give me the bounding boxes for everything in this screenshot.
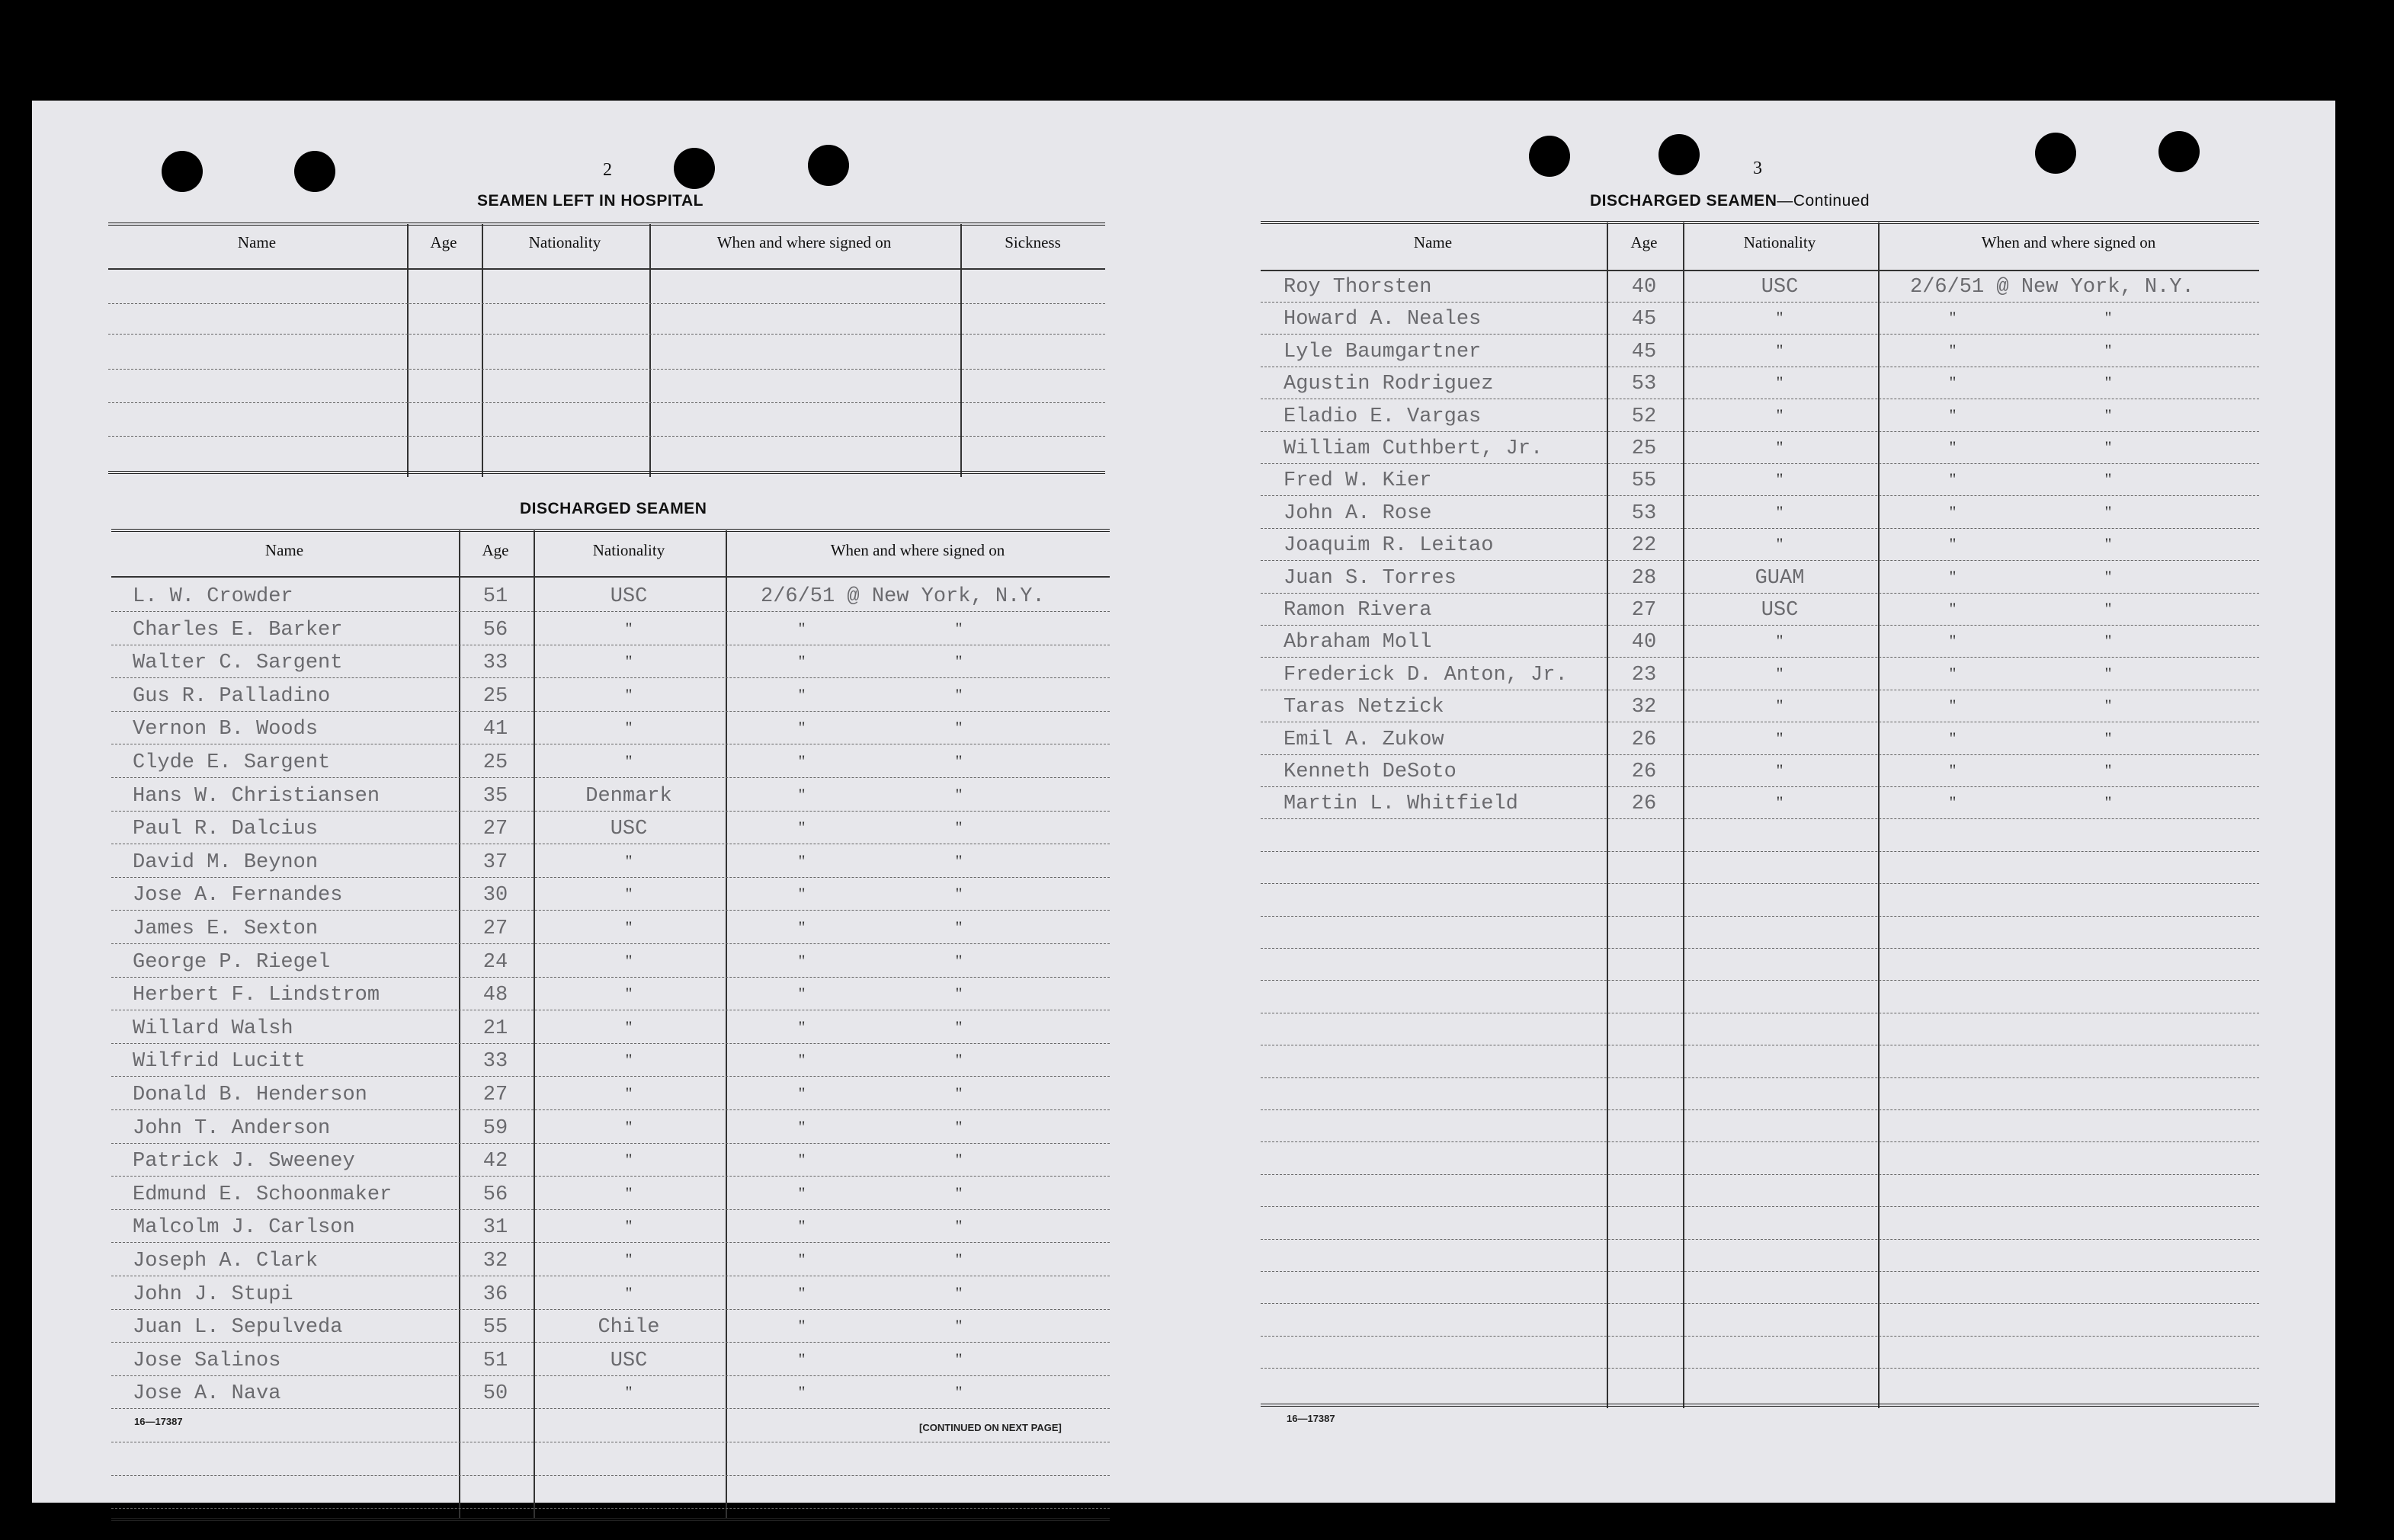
header-nationality: Nationality bbox=[1743, 233, 1816, 251]
signed-on-place: " bbox=[2104, 437, 2112, 456]
signed-on-date: " bbox=[1949, 599, 1957, 618]
signed-on-date: " bbox=[798, 1216, 806, 1236]
signed-on-place: " bbox=[2104, 696, 2112, 716]
seaman-nationality: " bbox=[625, 718, 633, 738]
seaman-name: Frederick D. Anton, Jr. bbox=[1284, 663, 1568, 687]
seaman-nationality: Denmark bbox=[585, 784, 672, 808]
header-nationality: Nationality bbox=[592, 541, 665, 559]
discharged-continued-title bbox=[1590, 192, 1870, 210]
seaman-nationality: " bbox=[1776, 792, 1783, 812]
form-number: 16—17387 bbox=[1287, 1413, 1335, 1424]
row-line bbox=[1261, 625, 2259, 626]
row-line bbox=[1261, 1303, 2259, 1304]
seaman-nationality: " bbox=[1776, 728, 1783, 748]
seaman-name: Donald B. Henderson bbox=[133, 1084, 367, 1106]
signed-on-date: " bbox=[798, 751, 806, 770]
signed-on-place: " bbox=[955, 1150, 963, 1170]
row-line bbox=[1261, 948, 2259, 949]
seaman-age: 27 bbox=[482, 1084, 508, 1106]
seaman-nationality: " bbox=[625, 618, 633, 638]
signed-on-place: " bbox=[955, 1382, 963, 1402]
seaman-age: 51 bbox=[482, 585, 508, 608]
row-line bbox=[1261, 302, 2259, 303]
row-line bbox=[111, 611, 1110, 612]
seaman-name: Hans W. Christiansen bbox=[133, 784, 380, 808]
seaman-age: 41 bbox=[482, 718, 508, 741]
seaman-name: Jose A. Fernandes bbox=[133, 884, 343, 908]
signed-on-date: " bbox=[798, 1316, 806, 1336]
signed-on-date: " bbox=[798, 1084, 806, 1103]
document-sheet bbox=[32, 101, 2335, 1503]
signed-on-date: " bbox=[1949, 469, 1957, 489]
seaman-age: 33 bbox=[482, 1050, 508, 1074]
signed-on-place: " bbox=[2104, 599, 2112, 618]
signed-on-place: " bbox=[955, 1084, 963, 1103]
signed-on-place: " bbox=[2104, 340, 2112, 360]
signed-on-date: " bbox=[798, 1183, 806, 1202]
row-line bbox=[111, 1076, 1110, 1077]
seaman-name: Juan S. Torres bbox=[1284, 566, 1457, 590]
signed-on-place: " bbox=[955, 1216, 963, 1236]
seaman-name: Abraham Moll bbox=[1284, 631, 1432, 655]
seaman-age: 59 bbox=[482, 1116, 508, 1140]
row-line bbox=[111, 1408, 1110, 1409]
signed-on-date: " bbox=[1949, 437, 1957, 456]
seaman-name: Patrick J. Sweeney bbox=[133, 1150, 355, 1173]
header-name: Name bbox=[1413, 233, 1453, 251]
punch-hole bbox=[808, 145, 849, 186]
signed-on-place: " bbox=[2104, 405, 2112, 424]
signed-on: 2/6/51 @ New York, N.Y. bbox=[761, 585, 1045, 608]
seaman-nationality: USC bbox=[1761, 599, 1799, 622]
row-line bbox=[1261, 851, 2259, 852]
discharged-table-left bbox=[111, 529, 1110, 1521]
seaman-name: George P. Riegel bbox=[133, 950, 331, 974]
row-line bbox=[111, 1342, 1110, 1343]
row-line bbox=[1261, 528, 2259, 529]
signed-on-date: " bbox=[1949, 631, 1957, 651]
signed-on-date: " bbox=[798, 1250, 806, 1269]
header-sickness: Sickness bbox=[1005, 233, 1061, 251]
seaman-nationality: GUAM bbox=[1755, 566, 1805, 590]
seaman-nationality: " bbox=[625, 1050, 633, 1070]
seaman-name: Joaquim R. Leitao bbox=[1284, 534, 1494, 558]
seaman-nationality: " bbox=[625, 751, 633, 770]
seaman-age: 55 bbox=[482, 1316, 508, 1340]
signed-on-place: " bbox=[2104, 760, 2112, 780]
seaman-age: 27 bbox=[1631, 599, 1657, 622]
seaman-nationality: " bbox=[1776, 373, 1783, 392]
seaman-nationality: " bbox=[1776, 437, 1783, 456]
seaman-age: 55 bbox=[1631, 469, 1657, 493]
seaman-nationality: " bbox=[625, 684, 633, 704]
row-line bbox=[111, 811, 1110, 812]
signed-on-date: " bbox=[1949, 696, 1957, 716]
seaman-name: Roy Thorsten bbox=[1284, 276, 1432, 299]
seaman-age: 21 bbox=[482, 1017, 508, 1040]
signed-on-date: " bbox=[798, 1150, 806, 1170]
seaman-nationality: " bbox=[625, 652, 633, 671]
row-line bbox=[1261, 463, 2259, 464]
seaman-age: 25 bbox=[482, 751, 508, 774]
row-line bbox=[1261, 1174, 2259, 1175]
signed-on-date: " bbox=[798, 850, 806, 870]
signed-on-place: " bbox=[955, 917, 963, 936]
signed-on-date: " bbox=[798, 784, 806, 804]
row-line bbox=[111, 1475, 1110, 1476]
seaman-age: 53 bbox=[1631, 373, 1657, 396]
row-line bbox=[111, 1508, 1110, 1509]
seaman-name: Agustin Rodriguez bbox=[1284, 373, 1494, 396]
seaman-name: Lyle Baumgartner bbox=[1284, 340, 1482, 363]
seaman-nationality: " bbox=[625, 1084, 633, 1103]
seaman-name: Walter C. Sargent bbox=[133, 652, 343, 675]
signed-on-place: " bbox=[955, 950, 963, 970]
seaman-nationality: " bbox=[625, 1382, 633, 1402]
seaman-name: William Cuthbert, Jr. bbox=[1284, 437, 1543, 460]
signed-on-place: " bbox=[955, 784, 963, 804]
seaman-name: Willard Walsh bbox=[133, 1017, 293, 1040]
signed-on-place: " bbox=[955, 850, 963, 870]
seaman-nationality: " bbox=[1776, 696, 1783, 716]
seaman-age: 42 bbox=[482, 1150, 508, 1173]
seaman-age: 25 bbox=[482, 684, 508, 708]
punch-hole bbox=[2158, 131, 2200, 172]
signed-on-place: " bbox=[955, 718, 963, 738]
seaman-name: Joseph A. Clark bbox=[133, 1250, 319, 1273]
signed-on-date: " bbox=[1949, 501, 1957, 521]
row-line bbox=[1261, 1239, 2259, 1240]
seaman-nationality: " bbox=[625, 1017, 633, 1036]
row-line bbox=[1261, 1271, 2259, 1272]
seaman-age: 27 bbox=[482, 818, 508, 841]
signed-on-place: " bbox=[955, 1050, 963, 1070]
signed-on-date: " bbox=[798, 950, 806, 970]
signed-on-date: " bbox=[798, 618, 806, 638]
row-line bbox=[1261, 593, 2259, 594]
row-line bbox=[111, 1309, 1110, 1310]
seaman-name: Martin L. Whitfield bbox=[1284, 792, 1518, 816]
title-continued: —Continued bbox=[1777, 192, 1870, 210]
row-line bbox=[111, 977, 1110, 978]
seaman-age: 35 bbox=[482, 784, 508, 808]
signed-on-place: " bbox=[2104, 308, 2112, 328]
row-line bbox=[111, 1143, 1110, 1144]
row-line bbox=[1261, 980, 2259, 981]
row-line bbox=[111, 677, 1110, 678]
punch-hole bbox=[1529, 136, 1570, 177]
row-line bbox=[1261, 754, 2259, 755]
row-line bbox=[1261, 1206, 2259, 1207]
signed-on-date: " bbox=[1949, 566, 1957, 586]
seaman-name: John A. Rose bbox=[1284, 501, 1432, 525]
seaman-age: 23 bbox=[1631, 663, 1657, 687]
row-line bbox=[111, 1375, 1110, 1376]
signed-on-date: " bbox=[1949, 792, 1957, 812]
seaman-age: 32 bbox=[1631, 696, 1657, 719]
seaman-nationality: " bbox=[1776, 469, 1783, 489]
header-name: Name bbox=[264, 541, 304, 559]
seaman-age: 51 bbox=[482, 1349, 508, 1372]
seaman-age: 45 bbox=[1631, 308, 1657, 331]
seaman-name: John T. Anderson bbox=[133, 1116, 331, 1140]
seaman-name: Paul R. Dalcius bbox=[133, 818, 319, 841]
signed-on-place: " bbox=[955, 818, 963, 837]
row-line bbox=[1261, 786, 2259, 787]
punch-hole bbox=[162, 151, 203, 192]
seaman-nationality: USC bbox=[610, 1349, 648, 1372]
seaman-name: Gus R. Palladino bbox=[133, 684, 331, 708]
row-line bbox=[1261, 560, 2259, 561]
seaman-nationality: " bbox=[1776, 534, 1783, 554]
seaman-nationality: " bbox=[625, 1250, 633, 1269]
header-age: Age bbox=[430, 233, 457, 251]
signed-on-date: " bbox=[1949, 663, 1957, 683]
row-line bbox=[1261, 334, 2259, 335]
signed-on-place: " bbox=[2104, 631, 2112, 651]
seaman-nationality: Chile bbox=[598, 1316, 660, 1340]
row-line bbox=[111, 1043, 1110, 1044]
signed-on-date: " bbox=[798, 652, 806, 671]
seaman-name: Emil A. Zukow bbox=[1284, 728, 1444, 751]
seaman-name: Malcolm J. Carlson bbox=[133, 1216, 355, 1240]
header-age: Age bbox=[482, 541, 509, 559]
seaman-name: Fred W. Kier bbox=[1284, 469, 1432, 493]
header-when-where: When and where signed on bbox=[830, 541, 1005, 559]
signed-on-place: " bbox=[955, 618, 963, 638]
seaman-name: Howard A. Neales bbox=[1284, 308, 1482, 331]
title-main: DISCHARGED SEAMEN bbox=[1590, 192, 1777, 210]
seaman-name: David M. Beynon bbox=[133, 850, 319, 874]
signed-on-place: " bbox=[2104, 373, 2112, 392]
seaman-name: Ramon Rivera bbox=[1284, 599, 1432, 622]
seaman-name: Herbert F. Lindstrom bbox=[133, 984, 380, 1007]
seaman-nationality: " bbox=[1776, 405, 1783, 424]
signed-on-place: " bbox=[2104, 501, 2112, 521]
signed-on-date: " bbox=[1949, 340, 1957, 360]
seaman-age: 52 bbox=[1631, 405, 1657, 428]
row-line bbox=[1261, 883, 2259, 884]
seaman-nationality: " bbox=[1776, 631, 1783, 651]
signed-on-place: " bbox=[955, 1183, 963, 1202]
continued-note: [CONTINUED ON NEXT PAGE] bbox=[919, 1422, 1062, 1433]
row-line bbox=[111, 1109, 1110, 1110]
seaman-nationality: USC bbox=[1761, 276, 1799, 299]
page-number: 2 bbox=[603, 160, 612, 180]
seaman-age: 30 bbox=[482, 884, 508, 908]
seaman-nationality: " bbox=[625, 984, 633, 1004]
seaman-name: Juan L. Sepulveda bbox=[133, 1316, 343, 1340]
header-when-where: When and where signed on bbox=[716, 233, 892, 251]
signed-on-date: " bbox=[798, 984, 806, 1004]
seaman-age: 48 bbox=[482, 984, 508, 1007]
seaman-age: 26 bbox=[1631, 728, 1657, 751]
signed-on-date: " bbox=[798, 1349, 806, 1369]
signed-on-date: " bbox=[1949, 728, 1957, 748]
seaman-age: 27 bbox=[482, 917, 508, 940]
seaman-nationality: " bbox=[625, 1216, 633, 1236]
row-line bbox=[1261, 1368, 2259, 1369]
signed-on-date: " bbox=[798, 718, 806, 738]
seaman-age: 33 bbox=[482, 652, 508, 675]
row-line bbox=[111, 943, 1110, 944]
seaman-nationality: " bbox=[1776, 663, 1783, 683]
signed-on-date: " bbox=[1949, 405, 1957, 424]
signed-on-place: " bbox=[955, 1282, 963, 1302]
seaman-age: 36 bbox=[482, 1282, 508, 1306]
row-line bbox=[1261, 657, 2259, 658]
seaman-age: 28 bbox=[1631, 566, 1657, 590]
signed-on-place: " bbox=[2104, 534, 2112, 554]
signed-on-date: " bbox=[798, 917, 806, 936]
discharged-section-title: DISCHARGED SEAMEN bbox=[520, 500, 707, 517]
seaman-name: Charles E. Barker bbox=[133, 618, 343, 642]
seaman-name: Jose Salinos bbox=[133, 1349, 281, 1372]
seaman-nationality: USC bbox=[610, 585, 648, 608]
seaman-nationality: " bbox=[1776, 760, 1783, 780]
row-line bbox=[111, 910, 1110, 911]
seaman-nationality: " bbox=[1776, 501, 1783, 521]
row-line bbox=[1261, 1109, 2259, 1110]
row-line bbox=[1261, 431, 2259, 432]
row-line bbox=[1261, 1077, 2259, 1078]
row-line bbox=[1261, 916, 2259, 917]
form-number: 16—17387 bbox=[134, 1416, 183, 1427]
seaman-nationality: " bbox=[625, 1150, 633, 1170]
signed-on-place: " bbox=[955, 1349, 963, 1369]
signed-on-place: " bbox=[955, 884, 963, 904]
punch-hole bbox=[1658, 134, 1700, 175]
signed-on: 2/6/51 @ New York, N.Y. bbox=[1910, 276, 2194, 299]
signed-on-place: " bbox=[955, 1017, 963, 1036]
signed-on-date: " bbox=[1949, 373, 1957, 392]
seaman-nationality: " bbox=[625, 884, 633, 904]
signed-on-place: " bbox=[2104, 792, 2112, 812]
seaman-name: Kenneth DeSoto bbox=[1284, 760, 1457, 783]
signed-on-place: " bbox=[2104, 663, 2112, 683]
row-line bbox=[111, 777, 1110, 778]
seaman-age: 50 bbox=[482, 1382, 508, 1406]
seaman-name: Vernon B. Woods bbox=[133, 718, 319, 741]
seaman-age: 56 bbox=[482, 618, 508, 642]
signed-on-date: " bbox=[798, 1282, 806, 1302]
row-line bbox=[111, 1209, 1110, 1210]
discharged-table-right bbox=[1261, 221, 2259, 1411]
row-line bbox=[111, 1176, 1110, 1177]
signed-on-place: " bbox=[2104, 566, 2112, 586]
seaman-name: Wilfrid Lucitt bbox=[133, 1050, 306, 1074]
seaman-age: 22 bbox=[1631, 534, 1657, 558]
header-nationality: Nationality bbox=[528, 233, 601, 251]
seaman-age: 40 bbox=[1631, 276, 1657, 299]
seaman-name: Edmund E. Schoonmaker bbox=[133, 1183, 393, 1206]
signed-on-place: " bbox=[955, 652, 963, 671]
seaman-age: 26 bbox=[1631, 760, 1657, 783]
row-line bbox=[1261, 1141, 2259, 1142]
seaman-age: 53 bbox=[1631, 501, 1657, 525]
seaman-name: L. W. Crowder bbox=[133, 585, 293, 608]
signed-on-place: " bbox=[955, 1116, 963, 1136]
header-when-where: When and where signed on bbox=[1981, 233, 2156, 251]
seaman-nationality: " bbox=[1776, 340, 1783, 360]
punch-hole bbox=[2035, 133, 2076, 174]
signed-on-date: " bbox=[1949, 760, 1957, 780]
punch-hole bbox=[294, 151, 335, 192]
hospital-table bbox=[108, 223, 1105, 482]
seaman-nationality: " bbox=[625, 850, 633, 870]
signed-on-place: " bbox=[955, 1250, 963, 1269]
seaman-age: 26 bbox=[1631, 792, 1657, 816]
page-number: 3 bbox=[1753, 158, 1762, 178]
seaman-age: 37 bbox=[482, 850, 508, 874]
seaman-age: 40 bbox=[1631, 631, 1657, 655]
signed-on-date: " bbox=[1949, 534, 1957, 554]
signed-on-place: " bbox=[2104, 469, 2112, 489]
seaman-age: 32 bbox=[482, 1250, 508, 1273]
seaman-name: Clyde E. Sargent bbox=[133, 751, 331, 774]
signed-on-place: " bbox=[2104, 728, 2112, 748]
seaman-nationality: " bbox=[625, 1116, 633, 1136]
header-name: Name bbox=[237, 233, 277, 251]
signed-on-date: " bbox=[798, 1017, 806, 1036]
row-line bbox=[1261, 818, 2259, 819]
seaman-nationality: " bbox=[1776, 308, 1783, 328]
header-age: Age bbox=[1630, 233, 1658, 251]
signed-on-date: " bbox=[798, 884, 806, 904]
seaman-name: Taras Netzick bbox=[1284, 696, 1444, 719]
signed-on-date: " bbox=[798, 818, 806, 837]
row-line bbox=[111, 711, 1110, 712]
seaman-nationality: " bbox=[625, 1183, 633, 1202]
row-line bbox=[111, 877, 1110, 878]
signed-on-place: " bbox=[955, 984, 963, 1004]
seaman-nationality: " bbox=[625, 950, 633, 970]
seaman-name: James E. Sexton bbox=[133, 917, 319, 940]
signed-on-place: " bbox=[955, 684, 963, 704]
punch-hole bbox=[674, 148, 715, 189]
signed-on-date: " bbox=[798, 1116, 806, 1136]
seaman-nationality: " bbox=[625, 917, 633, 936]
signed-on-date: " bbox=[798, 684, 806, 704]
seaman-nationality: USC bbox=[610, 818, 648, 841]
seaman-nationality: " bbox=[625, 1282, 633, 1302]
seaman-age: 56 bbox=[482, 1183, 508, 1206]
signed-on-date: " bbox=[1949, 308, 1957, 328]
seaman-age: 24 bbox=[482, 950, 508, 974]
row-line bbox=[1261, 1336, 2259, 1337]
seaman-age: 45 bbox=[1631, 340, 1657, 363]
signed-on-place: " bbox=[955, 751, 963, 770]
seaman-age: 31 bbox=[482, 1216, 508, 1240]
signed-on-date: " bbox=[798, 1050, 806, 1070]
seaman-age: 25 bbox=[1631, 437, 1657, 460]
seaman-name: Eladio E. Vargas bbox=[1284, 405, 1482, 428]
signed-on-place: " bbox=[955, 1316, 963, 1336]
signed-on-date: " bbox=[798, 1382, 806, 1402]
seaman-name: Jose A. Nava bbox=[133, 1382, 281, 1406]
row-line bbox=[1261, 495, 2259, 496]
seaman-name: John J. Stupi bbox=[133, 1282, 293, 1306]
hospital-section-title: SEAMEN LEFT IN HOSPITAL bbox=[477, 192, 703, 210]
row-line bbox=[111, 1242, 1110, 1243]
